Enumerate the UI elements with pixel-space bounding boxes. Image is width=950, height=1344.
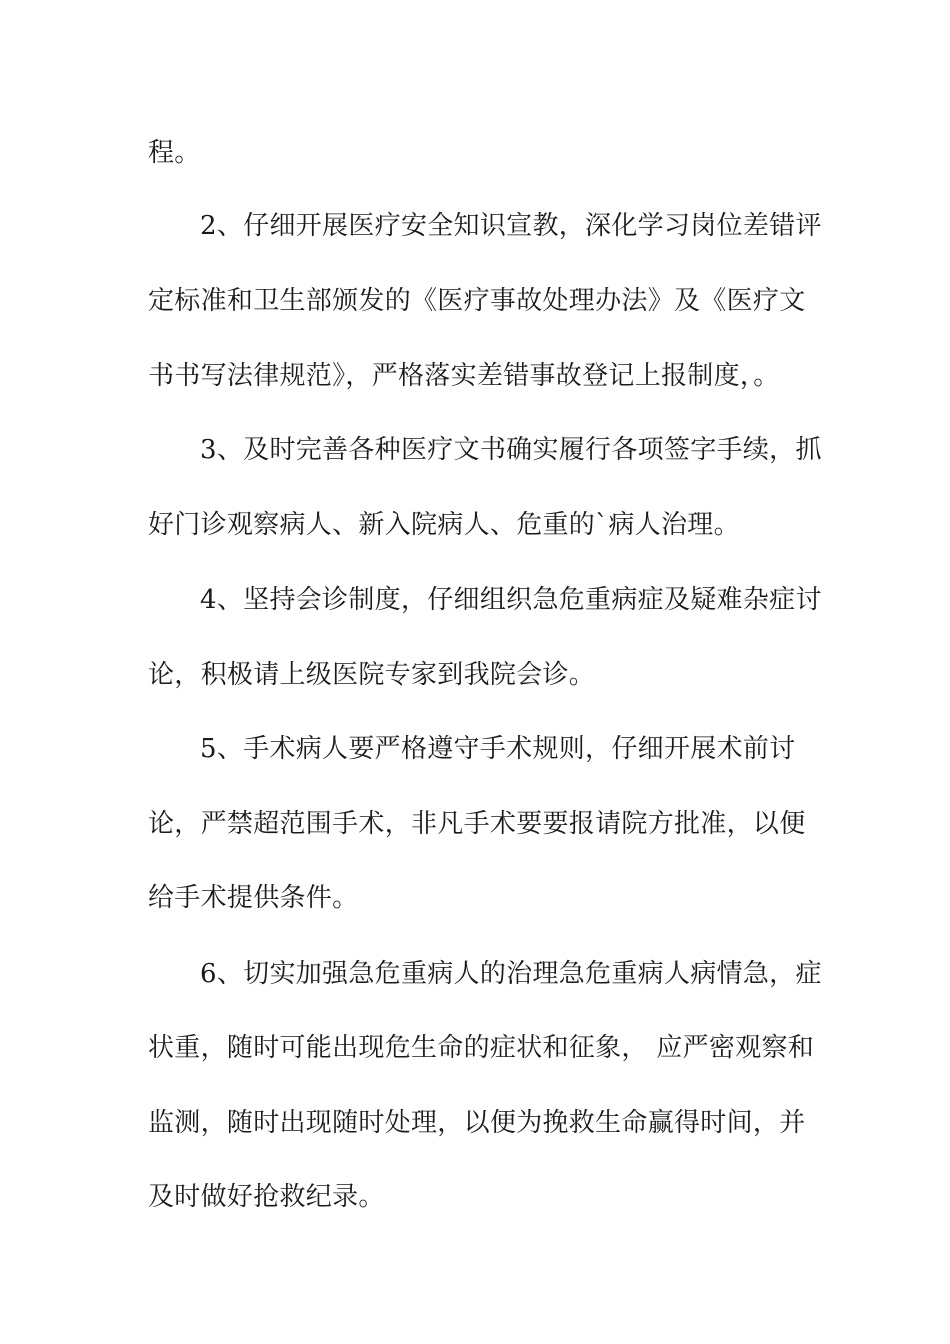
text-line: 论，积极请上级医院专家到我院会诊。 [148, 660, 596, 690]
text-line: 监测，随时出现随时处理，以便为挽救生命赢得时间，并 [148, 1108, 806, 1138]
text-line: 状重，随时可能出现危生命的症状和征象， 应严密观察和 [148, 1033, 815, 1063]
text-line: 2、仔细开展医疗安全知识宣教，深化学习岗位差错评 [200, 211, 822, 241]
text-line: 5、手术病人要严格遵守手术规则，仔细开展术前讨 [200, 734, 796, 764]
text-line: 6、切实加强急危重病人的治理急危重病人病情急，症 [200, 959, 822, 989]
text-line: 程。 [148, 138, 201, 168]
text-line: 4、坚持会诊制度，仔细组织急危重病症及疑难杂症讨 [200, 585, 822, 615]
text-line: 定标准和卫生部颁发的《医疗事故处理办法》及《医疗文 [148, 286, 806, 316]
text-line: 3、及时完善各种医疗文书确实履行各项签字手续，抓 [200, 435, 822, 465]
text-line: 给手术提供条件。 [148, 883, 359, 913]
text-line: 书书写法律规范》，严格落实差错事故登记上报制度，。 [148, 361, 780, 391]
text-line: 好门诊观察病人、新入院病人、危重的`病人治理。 [148, 510, 740, 540]
text-line: 及时做好抢救纪录。 [148, 1182, 385, 1212]
text-line: 论，严禁超范围手术，非凡手术要要报请院方批准，以便 [148, 809, 806, 839]
